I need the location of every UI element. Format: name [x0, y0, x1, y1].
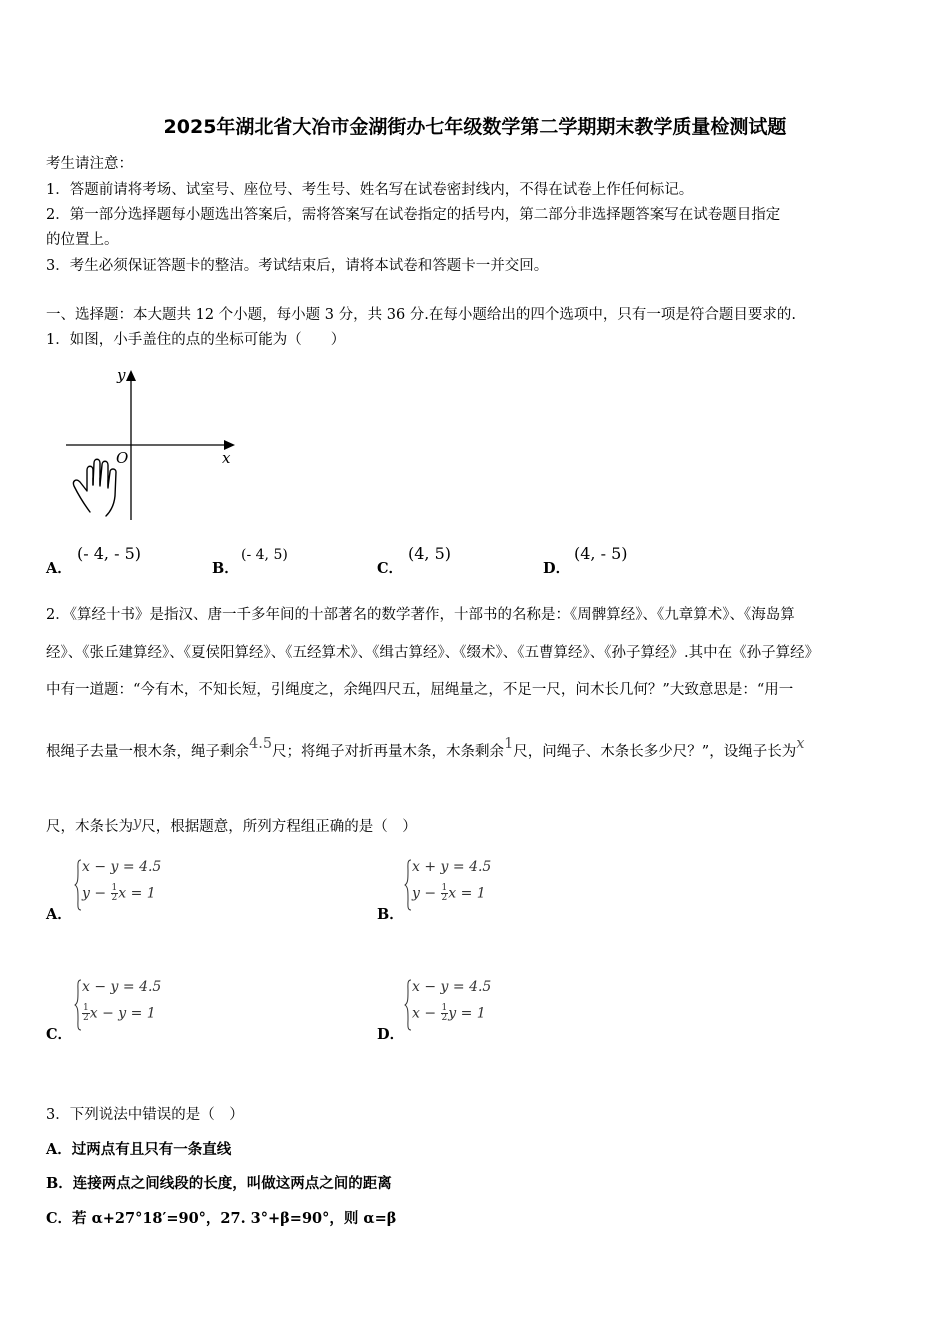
q2-d-eq2 — [412, 1004, 486, 1023]
frac-den: 2 — [83, 1013, 89, 1023]
q2-c-eq2 — [82, 1004, 156, 1023]
q2-b-eq1: x + y = 4.5 — [412, 859, 492, 875]
hand-icon — [73, 459, 116, 516]
q3-option-a[interactable]: A．过两点有且只有一条直线 — [46, 1141, 232, 1158]
q2-b-eq2-post: x = 1 — [448, 885, 486, 902]
q2-d-eq2-pre: x − — [412, 1005, 437, 1022]
brace-icon — [404, 979, 412, 1031]
brace-icon — [74, 979, 82, 1031]
q2-line-1: 2．《算经十书》是指汉、唐一千多年间的十部著名的数学著作，十部书的名称是：《周髀算经》、《九章算术》、《海岛算 — [46, 607, 795, 623]
q1-stem: 1．如图，小手盖住的点的坐标可能为（ ） — [46, 332, 346, 348]
q2-var-y: y — [133, 815, 142, 831]
q2-option-c-system — [74, 977, 194, 1033]
q2-line-4-part-a: 根绳子去量一根木条，绳子剩余 — [46, 744, 249, 760]
y-axis-arrow — [126, 370, 136, 381]
q1-option-d-label[interactable]: D． — [543, 560, 571, 577]
q3-stem: 3．下列说法中错误的是（ ） — [46, 1107, 244, 1123]
coordinate-figure — [60, 360, 250, 525]
origin-label: O — [116, 449, 129, 467]
y-axis-label: y — [117, 366, 126, 384]
q1-option-b-value: (- 4, 5) — [241, 547, 288, 563]
frac-den: 2 — [441, 1013, 448, 1023]
q2-d-eq2-post: y = 1 — [448, 1005, 486, 1022]
notice-item-2-cont: 的位置上。 — [46, 232, 119, 248]
frac-num: 1 — [83, 1003, 89, 1013]
q1-option-c-value: (4, 5) — [408, 544, 452, 563]
q2-wood-remainder: 1 — [504, 736, 514, 752]
q1-option-c-label[interactable]: C． — [377, 560, 404, 577]
q2-a-eq2-pre: y − — [82, 885, 107, 902]
q2-line-4-part-b: 尺；将绳子对折再量木条，木条剩余 — [272, 744, 505, 760]
brace-icon — [74, 859, 82, 911]
q2-b-eq2 — [412, 884, 486, 903]
q2-option-a-system — [74, 857, 194, 913]
q1-option-a-value: (- 4, - 5) — [77, 544, 141, 563]
q2-option-b-system — [404, 857, 524, 913]
q2-option-b-label[interactable]: B． — [377, 906, 404, 923]
notice-item-1: 1．答题前请将考场、试室号、座位号、考生号、姓名写在试卷密封线内，不得在试卷上作任何标记。 — [46, 182, 694, 198]
q3-option-c[interactable]: C．若 α+27°18′=90°，27. 3°+β=90°，则 α=β — [46, 1210, 397, 1227]
q2-a-eq2-post: x = 1 — [118, 885, 156, 902]
q2-line-5-part-a: 尺，木条长为 — [46, 819, 133, 835]
q2-line-4-part-c: 尺，问绳子、木条长多少尺？”，设绳子长为 — [513, 744, 797, 760]
q2-c-eq2-post: x − y = 1 — [89, 1005, 156, 1022]
notice-item-3: 3．考生必须保证答题卡的整洁。考试结束后，请将本试卷和答题卡一并交回。 — [46, 258, 549, 274]
q1-option-d-value: (4, - 5) — [574, 544, 628, 563]
q3-option-b[interactable]: B．连接两点之间线段的长度，叫做这两点之间的距离 — [46, 1175, 392, 1192]
q2-line-4 — [46, 736, 805, 761]
frac-den: 2 — [441, 893, 448, 903]
x-axis-label: x — [222, 449, 231, 467]
section-heading: 一、选择题：本大题共 12 个小题，每小题 3 分，共 36 分.在每小题给出的四个选项中，只有一项是符合题目要求的. — [46, 307, 796, 323]
q1-option-b-label[interactable]: B． — [212, 560, 239, 577]
q1-option-a-label[interactable]: A． — [46, 560, 72, 577]
notice-item-2: 2．第一部分选择题每小题选出答案后，需将答案写在试卷指定的括号内，第二部分非选择题答案写在试卷题目指定 — [46, 207, 781, 223]
q2-option-d-system — [404, 977, 524, 1033]
frac-num: 1 — [111, 883, 118, 893]
q2-line-3: 中有一道题：“今有木，不知长短，引绳度之，余绳四尺五，屈绳量之，不足一尺，问木长几何？”大致意思是：“用一 — [46, 682, 794, 698]
q2-c-eq1: x − y = 4.5 — [82, 979, 162, 995]
q2-option-c-label[interactable]: C． — [46, 1026, 73, 1043]
q2-line-5 — [46, 815, 417, 836]
frac-num: 1 — [441, 1003, 448, 1013]
q2-var-x: x — [796, 736, 805, 752]
frac-den: 2 — [111, 893, 118, 903]
notice-header: 考生请注意： — [46, 156, 133, 172]
page-title: 2025年湖北省大冶市金湖街办七年级数学第二学期期末教学质量检测试题 — [163, 116, 787, 138]
q2-a-eq2 — [82, 884, 156, 903]
brace-icon — [404, 859, 412, 911]
q2-b-eq2-pre: y − — [412, 885, 437, 902]
q2-line-2: 经》、《张丘建算经》、《夏侯阳算经》、《五经算术》、《缉古算经》、《缀术》、《五曹算经》、《孙子算经》.其中在《孙子算经》 — [46, 645, 820, 661]
q2-option-a-label[interactable]: A． — [46, 906, 72, 923]
q2-line-5-part-b: 尺，根据题意，所列方程组正确的是（ ） — [141, 819, 417, 835]
q2-option-d-label[interactable]: D． — [377, 1026, 405, 1043]
q2-a-eq1: x − y = 4.5 — [82, 859, 162, 875]
frac-num: 1 — [441, 883, 448, 893]
q2-rope-remainder: 4.5 — [249, 736, 273, 752]
q2-d-eq1: x − y = 4.5 — [412, 979, 492, 995]
fraction — [82, 1004, 90, 1023]
